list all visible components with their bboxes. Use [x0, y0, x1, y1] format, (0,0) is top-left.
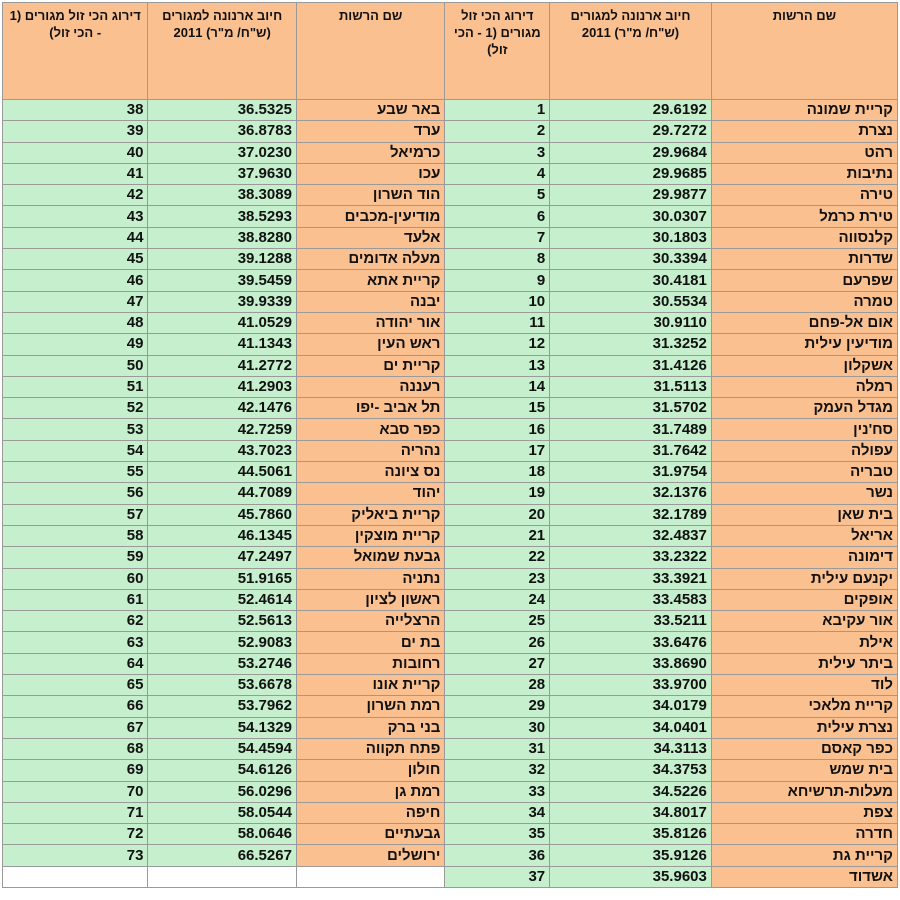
- charge-cell[interactable]: 41.2903: [148, 376, 296, 397]
- charge-cell[interactable]: 39.5459: [148, 270, 296, 291]
- rank-cell[interactable]: 40: [3, 142, 148, 163]
- charge-cell[interactable]: 31.9754: [550, 462, 712, 483]
- authority-name-cell[interactable]: נשר: [711, 483, 897, 504]
- charge-cell[interactable]: 30.3394: [550, 249, 712, 270]
- charge-cell[interactable]: 39.9339: [148, 291, 296, 312]
- authority-name-cell[interactable]: טבריה: [711, 462, 897, 483]
- charge-cell[interactable]: 51.9165: [148, 568, 296, 589]
- table-row: [3, 206, 898, 227]
- rank-cell[interactable]: 52: [3, 398, 148, 419]
- authority-name-cell[interactable]: גבעתיים: [296, 824, 444, 845]
- rank-cell[interactable]: 2: [445, 121, 550, 142]
- authority-name-cell[interactable]: רהט: [711, 142, 897, 163]
- charge-cell[interactable]: 31.5702: [550, 398, 712, 419]
- table-row: [3, 376, 898, 397]
- authority-name-cell[interactable]: קריית ים: [296, 355, 444, 376]
- charge-cell[interactable]: 33.5211: [550, 611, 712, 632]
- authority-name-cell[interactable]: עפולה: [711, 440, 897, 461]
- charge-cell[interactable]: 52.4614: [148, 589, 296, 610]
- authority-name-cell[interactable]: טירת כרמל: [711, 206, 897, 227]
- rank-cell[interactable]: 19: [445, 483, 550, 504]
- rank-cell[interactable]: 38: [3, 100, 148, 121]
- charge-cell[interactable]: 66.5267: [148, 845, 296, 866]
- rank-cell[interactable]: 11: [445, 312, 550, 333]
- table-row: [3, 632, 898, 653]
- charge-cell[interactable]: 30.1803: [550, 227, 712, 248]
- charge-cell[interactable]: 34.3753: [550, 760, 712, 781]
- charge-cell[interactable]: 33.9700: [550, 675, 712, 696]
- table-row: [3, 398, 898, 419]
- charge-cell[interactable]: 34.5226: [550, 781, 712, 802]
- charge-cell[interactable]: 46.1345: [148, 525, 296, 546]
- authority-name-cell[interactable]: קריית שמונה: [711, 100, 897, 121]
- authority-name-cell[interactable]: ראשון לציון: [296, 589, 444, 610]
- rank-cell[interactable]: 13: [445, 355, 550, 376]
- authority-name-cell[interactable]: כפר קאסם: [711, 738, 897, 759]
- charge-cell[interactable]: 44.5061: [148, 462, 296, 483]
- rank-cell[interactable]: 60: [3, 568, 148, 589]
- arnona-table: [2, 2, 898, 888]
- charge-cell[interactable]: 47.2497: [148, 547, 296, 568]
- header-charge-left[interactable]: חיוב ארנונה למגורים (ש"ח/ מ"ר) 2011: [148, 3, 296, 100]
- authority-name-cell[interactable]: נתיבות: [711, 163, 897, 184]
- authority-name-cell[interactable]: נתניה: [296, 568, 444, 589]
- charge-cell[interactable]: 38.5293: [148, 206, 296, 227]
- rank-cell[interactable]: 55: [3, 462, 148, 483]
- authority-name-cell[interactable]: כפר סבא: [296, 419, 444, 440]
- table-row: [3, 547, 898, 568]
- charge-cell[interactable]: 38.8280: [148, 227, 296, 248]
- empty-cell[interactable]: [148, 866, 296, 887]
- charge-cell[interactable]: 58.0646: [148, 824, 296, 845]
- rank-cell[interactable]: 29: [445, 696, 550, 717]
- header-name-left[interactable]: שם הרשות: [296, 3, 444, 100]
- rank-cell[interactable]: 59: [3, 547, 148, 568]
- table-row: [3, 163, 898, 184]
- charge-cell[interactable]: 29.9684: [550, 142, 712, 163]
- authority-name-cell[interactable]: רמת השרון: [296, 696, 444, 717]
- charge-cell[interactable]: 31.7489: [550, 419, 712, 440]
- table-row: [3, 696, 898, 717]
- charge-cell[interactable]: 58.0544: [148, 802, 296, 823]
- authority-name-cell[interactable]: אריאל: [711, 525, 897, 546]
- charge-cell[interactable]: 53.6678: [148, 675, 296, 696]
- authority-name-cell[interactable]: מודיעין-מכבים: [296, 206, 444, 227]
- authority-name-cell[interactable]: רמלה: [711, 376, 897, 397]
- authority-name-cell[interactable]: פתח תקווה: [296, 738, 444, 759]
- charge-cell[interactable]: 31.7642: [550, 440, 712, 461]
- charge-cell[interactable]: 34.0401: [550, 717, 712, 738]
- authority-name-cell[interactable]: קריית אתא: [296, 270, 444, 291]
- authority-name-cell[interactable]: הוד השרון: [296, 185, 444, 206]
- rank-cell[interactable]: 66: [3, 696, 148, 717]
- table-row: [3, 568, 898, 589]
- header-rank-left[interactable]: דירוג הכי זול מגורים (1 - הכי זול): [3, 3, 148, 100]
- table-row: [3, 845, 898, 866]
- charge-cell[interactable]: 45.7860: [148, 504, 296, 525]
- table-row: [3, 738, 898, 759]
- rank-cell[interactable]: 14: [445, 376, 550, 397]
- charge-cell[interactable]: 37.0230: [148, 142, 296, 163]
- charge-cell[interactable]: 35.9126: [550, 845, 712, 866]
- authority-name-cell[interactable]: ערד: [296, 121, 444, 142]
- rank-cell[interactable]: 18: [445, 462, 550, 483]
- charge-cell[interactable]: 30.5534: [550, 291, 712, 312]
- rank-cell[interactable]: 64: [3, 653, 148, 674]
- charge-cell[interactable]: 52.5613: [148, 611, 296, 632]
- authority-name-cell[interactable]: קריית אונו: [296, 675, 444, 696]
- charge-cell[interactable]: 53.7962: [148, 696, 296, 717]
- rank-cell[interactable]: 6: [445, 206, 550, 227]
- authority-name-cell[interactable]: באר שבע: [296, 100, 444, 121]
- rank-cell[interactable]: 30: [445, 717, 550, 738]
- rank-cell[interactable]: 35: [445, 824, 550, 845]
- authority-name-cell[interactable]: קריית מלאכי: [711, 696, 897, 717]
- charge-cell[interactable]: 30.4181: [550, 270, 712, 291]
- rank-cell[interactable]: 9: [445, 270, 550, 291]
- authority-name-cell[interactable]: ביתר עילית: [711, 653, 897, 674]
- authority-name-cell[interactable]: מעלות-תרשיחא: [711, 781, 897, 802]
- authority-name-cell[interactable]: מודיעין עילית: [711, 334, 897, 355]
- rank-cell[interactable]: 61: [3, 589, 148, 610]
- table-row: [3, 100, 898, 121]
- authority-name-cell[interactable]: דימונה: [711, 547, 897, 568]
- charge-cell[interactable]: 33.2322: [550, 547, 712, 568]
- charge-cell[interactable]: 35.9603: [550, 866, 712, 887]
- charge-cell[interactable]: 34.3113: [550, 738, 712, 759]
- charge-cell[interactable]: 33.4583: [550, 589, 712, 610]
- rank-cell[interactable]: 3: [445, 142, 550, 163]
- authority-name-cell[interactable]: אשקלון: [711, 355, 897, 376]
- rank-cell[interactable]: 58: [3, 525, 148, 546]
- table-row: [3, 675, 898, 696]
- authority-name-cell[interactable]: נצרת עילית: [711, 717, 897, 738]
- rank-cell[interactable]: 44: [3, 227, 148, 248]
- charge-cell[interactable]: 33.8690: [550, 653, 712, 674]
- table-row: [3, 483, 898, 504]
- authority-name-cell[interactable]: אלעד: [296, 227, 444, 248]
- rank-cell[interactable]: 20: [445, 504, 550, 525]
- rank-cell[interactable]: 32: [445, 760, 550, 781]
- charge-cell[interactable]: 31.4126: [550, 355, 712, 376]
- authority-name-cell[interactable]: סח'נין: [711, 419, 897, 440]
- rank-cell[interactable]: 24: [445, 589, 550, 610]
- table-row: [3, 334, 898, 355]
- rank-cell[interactable]: 16: [445, 419, 550, 440]
- header-row: [3, 3, 898, 100]
- charge-cell[interactable]: 30.9110: [550, 312, 712, 333]
- header-rank-right[interactable]: דירוג הכי זול מגורים (1 - הכי זול): [445, 3, 550, 100]
- authority-name-cell[interactable]: קלנסווה: [711, 227, 897, 248]
- table-row: [3, 525, 898, 546]
- rank-cell[interactable]: 12: [445, 334, 550, 355]
- charge-cell[interactable]: 41.1343: [148, 334, 296, 355]
- charge-cell[interactable]: 36.5325: [148, 100, 296, 121]
- rank-cell[interactable]: 5: [445, 185, 550, 206]
- table-row: [3, 781, 898, 802]
- authority-name-cell[interactable]: בני ברק: [296, 717, 444, 738]
- header-name-right[interactable]: שם הרשות: [711, 3, 897, 100]
- authority-name-cell[interactable]: אשדוד: [711, 866, 897, 887]
- charge-cell[interactable]: 32.4837: [550, 525, 712, 546]
- table-row: [3, 760, 898, 781]
- charge-cell[interactable]: 56.0296: [148, 781, 296, 802]
- charge-cell[interactable]: 54.6126: [148, 760, 296, 781]
- rank-cell[interactable]: 33: [445, 781, 550, 802]
- table-row: [3, 312, 898, 333]
- charge-cell[interactable]: 34.0179: [550, 696, 712, 717]
- authority-name-cell[interactable]: חדרה: [711, 824, 897, 845]
- table-row: [3, 802, 898, 823]
- charge-cell[interactable]: 32.1789: [550, 504, 712, 525]
- rank-cell[interactable]: 53: [3, 419, 148, 440]
- rank-cell[interactable]: 69: [3, 760, 148, 781]
- authority-name-cell[interactable]: חיפה: [296, 802, 444, 823]
- rank-cell[interactable]: 68: [3, 738, 148, 759]
- charge-cell[interactable]: 29.9685: [550, 163, 712, 184]
- charge-cell[interactable]: 39.1288: [148, 249, 296, 270]
- charge-cell[interactable]: 35.8126: [550, 824, 712, 845]
- rank-cell[interactable]: 49: [3, 334, 148, 355]
- authority-name-cell[interactable]: אום אל-פחם: [711, 312, 897, 333]
- rank-cell[interactable]: 22: [445, 547, 550, 568]
- rank-cell[interactable]: 57: [3, 504, 148, 525]
- charge-cell[interactable]: 44.7089: [148, 483, 296, 504]
- rank-cell[interactable]: 37: [445, 866, 550, 887]
- charge-cell[interactable]: 52.9083: [148, 632, 296, 653]
- charge-cell[interactable]: 34.8017: [550, 802, 712, 823]
- authority-name-cell[interactable]: שפרעם: [711, 270, 897, 291]
- table-row: [3, 121, 898, 142]
- authority-name-cell[interactable]: בית שמש: [711, 760, 897, 781]
- rank-cell[interactable]: 25: [445, 611, 550, 632]
- table-row: [3, 504, 898, 525]
- charge-cell[interactable]: 42.7259: [148, 419, 296, 440]
- rank-cell[interactable]: 45: [3, 249, 148, 270]
- rank-cell[interactable]: 50: [3, 355, 148, 376]
- authority-name-cell[interactable]: לוד: [711, 675, 897, 696]
- charge-cell[interactable]: 42.1476: [148, 398, 296, 419]
- table-row: [3, 589, 898, 610]
- rank-cell[interactable]: 73: [3, 845, 148, 866]
- table-row: [3, 611, 898, 632]
- charge-cell[interactable]: 30.0307: [550, 206, 712, 227]
- rank-cell[interactable]: 42: [3, 185, 148, 206]
- authority-name-cell[interactable]: רעננה: [296, 376, 444, 397]
- rank-cell[interactable]: 8: [445, 249, 550, 270]
- charge-cell[interactable]: 29.6192: [550, 100, 712, 121]
- authority-name-cell[interactable]: עכו: [296, 163, 444, 184]
- table-row: [3, 270, 898, 291]
- charge-cell[interactable]: 32.1376: [550, 483, 712, 504]
- rank-cell[interactable]: 15: [445, 398, 550, 419]
- authority-name-cell[interactable]: הרצלייה: [296, 611, 444, 632]
- table-row: [3, 653, 898, 674]
- authority-name-cell[interactable]: מגדל העמק: [711, 398, 897, 419]
- empty-cell[interactable]: [296, 866, 444, 887]
- authority-name-cell[interactable]: כרמיאל: [296, 142, 444, 163]
- charge-cell[interactable]: 54.4594: [148, 738, 296, 759]
- authority-name-cell[interactable]: טירה: [711, 185, 897, 206]
- table-row: [3, 185, 898, 206]
- table-row: [3, 142, 898, 163]
- authority-name-cell[interactable]: אור עקיבא: [711, 611, 897, 632]
- table-row: [3, 824, 898, 845]
- authority-name-cell[interactable]: טמרה: [711, 291, 897, 312]
- rank-cell[interactable]: 46: [3, 270, 148, 291]
- rank-cell[interactable]: 21: [445, 525, 550, 546]
- rank-cell[interactable]: 63: [3, 632, 148, 653]
- charge-cell[interactable]: 54.1329: [148, 717, 296, 738]
- rank-cell[interactable]: 67: [3, 717, 148, 738]
- table-row: [3, 717, 898, 738]
- rank-cell[interactable]: 39: [3, 121, 148, 142]
- rank-cell[interactable]: 43: [3, 206, 148, 227]
- charge-cell[interactable]: 33.6476: [550, 632, 712, 653]
- charge-cell[interactable]: 31.5113: [550, 376, 712, 397]
- table-row: [3, 291, 898, 312]
- table-row: [3, 440, 898, 461]
- rank-cell[interactable]: 54: [3, 440, 148, 461]
- authority-name-cell[interactable]: קריית גת: [711, 845, 897, 866]
- rank-cell[interactable]: 56: [3, 483, 148, 504]
- authority-name-cell[interactable]: אור יהודה: [296, 312, 444, 333]
- charge-cell[interactable]: 31.3252: [550, 334, 712, 355]
- authority-name-cell[interactable]: ראש העין: [296, 334, 444, 355]
- rank-cell[interactable]: 47: [3, 291, 148, 312]
- rank-cell[interactable]: 1: [445, 100, 550, 121]
- rank-cell[interactable]: 27: [445, 653, 550, 674]
- charge-cell[interactable]: 36.8783: [148, 121, 296, 142]
- charge-cell[interactable]: 37.9630: [148, 163, 296, 184]
- rank-cell[interactable]: 28: [445, 675, 550, 696]
- authority-name-cell[interactable]: רחובות: [296, 653, 444, 674]
- rank-cell[interactable]: 7: [445, 227, 550, 248]
- charge-cell[interactable]: 38.3089: [148, 185, 296, 206]
- authority-name-cell[interactable]: נס ציונה: [296, 462, 444, 483]
- rank-cell[interactable]: 31: [445, 738, 550, 759]
- charge-cell[interactable]: 53.2746: [148, 653, 296, 674]
- rank-cell[interactable]: 62: [3, 611, 148, 632]
- table-row: [3, 462, 898, 483]
- header-charge-right[interactable]: חיוב ארנונה למגורים (ש"ח/ מ"ר) 2011: [550, 3, 712, 100]
- authority-name-cell[interactable]: קריית ביאליק: [296, 504, 444, 525]
- rank-cell[interactable]: 48: [3, 312, 148, 333]
- empty-cell[interactable]: [3, 866, 148, 887]
- authority-name-cell[interactable]: רמת גן: [296, 781, 444, 802]
- rank-cell[interactable]: 36: [445, 845, 550, 866]
- table-row: [3, 355, 898, 376]
- charge-cell[interactable]: 43.7023: [148, 440, 296, 461]
- rank-cell[interactable]: 72: [3, 824, 148, 845]
- table-body: [3, 100, 898, 888]
- authority-name-cell[interactable]: אופקים: [711, 589, 897, 610]
- charge-cell[interactable]: 41.0529: [148, 312, 296, 333]
- authority-name-cell[interactable]: תל אביב -יפו: [296, 398, 444, 419]
- rank-cell[interactable]: 26: [445, 632, 550, 653]
- authority-name-cell[interactable]: מעלה אדומים: [296, 249, 444, 270]
- authority-name-cell[interactable]: קריית מוצקין: [296, 525, 444, 546]
- rank-cell[interactable]: 10: [445, 291, 550, 312]
- authority-name-cell[interactable]: נצרת: [711, 121, 897, 142]
- rank-cell[interactable]: 41: [3, 163, 148, 184]
- rank-cell[interactable]: 17: [445, 440, 550, 461]
- rank-cell[interactable]: 70: [3, 781, 148, 802]
- authority-name-cell[interactable]: ירושלים: [296, 845, 444, 866]
- charge-cell[interactable]: 29.7272: [550, 121, 712, 142]
- rank-cell[interactable]: 23: [445, 568, 550, 589]
- table-row: [3, 866, 898, 887]
- charge-cell[interactable]: 41.2772: [148, 355, 296, 376]
- authority-name-cell[interactable]: בית שאן: [711, 504, 897, 525]
- authority-name-cell[interactable]: יהוד: [296, 483, 444, 504]
- authority-name-cell[interactable]: שדרות: [711, 249, 897, 270]
- authority-name-cell[interactable]: יבנה: [296, 291, 444, 312]
- authority-name-cell[interactable]: צפת: [711, 802, 897, 823]
- table-row: [3, 419, 898, 440]
- authority-name-cell[interactable]: אילת: [711, 632, 897, 653]
- table-row: [3, 249, 898, 270]
- rank-cell[interactable]: 65: [3, 675, 148, 696]
- authority-name-cell[interactable]: נהריה: [296, 440, 444, 461]
- authority-name-cell[interactable]: חולון: [296, 760, 444, 781]
- charge-cell[interactable]: 33.3921: [550, 568, 712, 589]
- charge-cell[interactable]: 29.9877: [550, 185, 712, 206]
- rank-cell[interactable]: 71: [3, 802, 148, 823]
- authority-name-cell[interactable]: יקנעם עילית: [711, 568, 897, 589]
- rank-cell[interactable]: 34: [445, 802, 550, 823]
- authority-name-cell[interactable]: בת ים: [296, 632, 444, 653]
- authority-name-cell[interactable]: גבעת שמואל: [296, 547, 444, 568]
- rank-cell[interactable]: 51: [3, 376, 148, 397]
- table-row: [3, 227, 898, 248]
- rank-cell[interactable]: 4: [445, 163, 550, 184]
